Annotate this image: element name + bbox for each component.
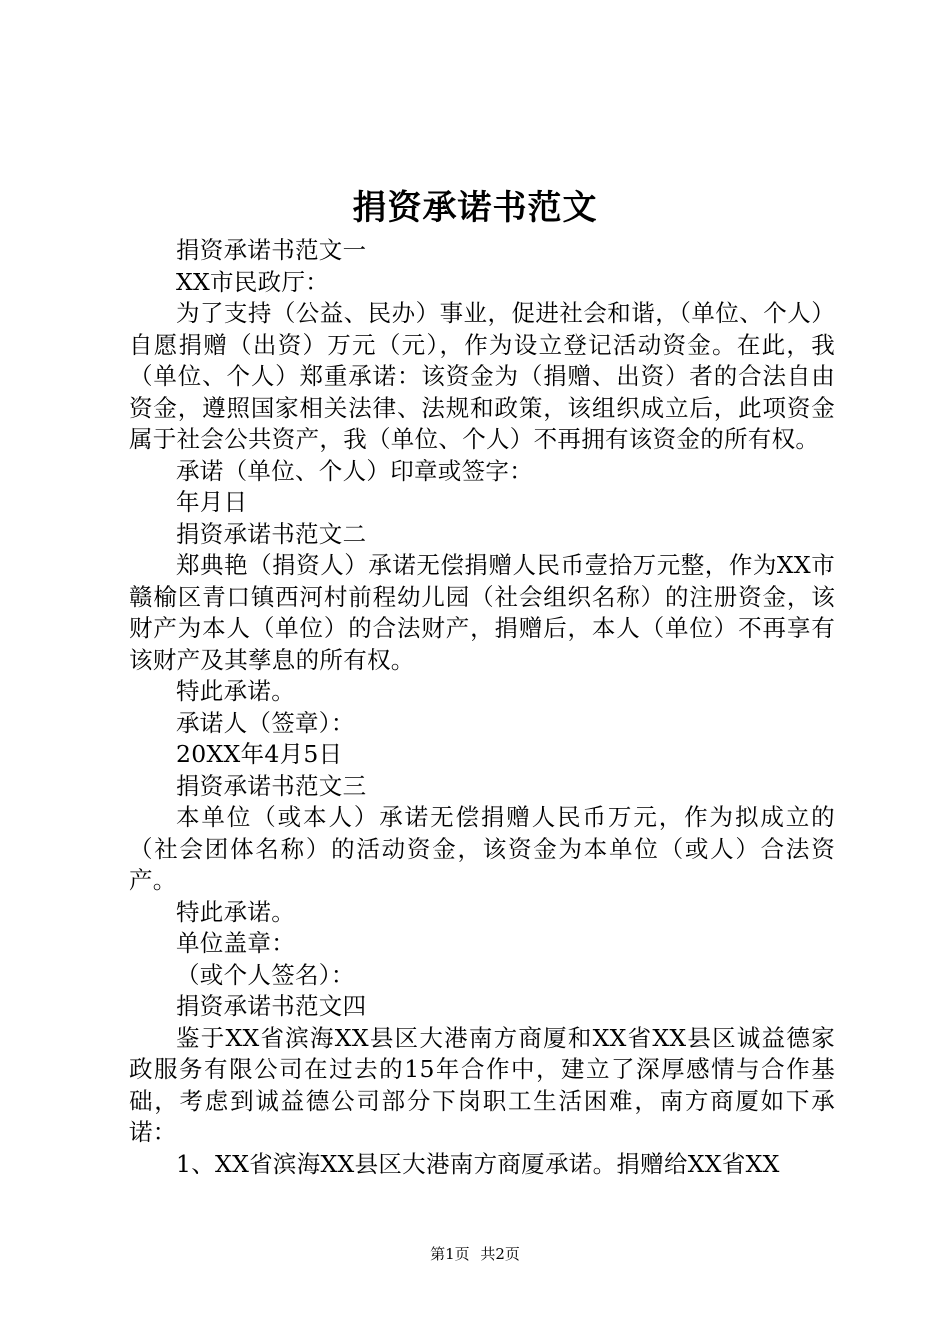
document-body — [129, 235, 835, 1180]
section-heading-3: 捐资承诺书范文三 — [176, 771, 367, 800]
page-number: 第1页 — [430, 1245, 470, 1263]
closing-line: 特此承诺。 — [176, 897, 295, 926]
page-footer — [0, 1244, 950, 1264]
date-line: 20XX年4月5日 — [176, 740, 343, 768]
paragraph: 为了支持（公益、民办）事业，促进社会和谐，（单位、个人）自愿捐赠（出资）万元（元），作为设立登记活动资金。在此，我（单位、个人）郑重承诺：该资金为（捐赠、出资）者的合法自由资金，遵照国家相关法律、法规和政策，该组织成立后，此项资金属于社会公共资产，我（单位、个人）不再拥有该资金的所有权。 — [129, 299, 835, 453]
closing-line: 特此承诺。 — [176, 677, 295, 705]
addressee: XX市民政厅： — [176, 267, 330, 296]
paragraph: 1、XX省滨海XX县区大港南方商厦承诺。捐赠给XX省XX — [176, 1149, 780, 1178]
section-heading-2: 捐资承诺书范文二 — [176, 519, 367, 548]
paragraph: 本单位（或本人）承诺无偿捐赠人民币万元，作为拟成立的（社会团体名称）的活动资金，该资金为本单位（或人）合法资产。 — [129, 803, 835, 894]
date-line: 年月日 — [176, 488, 248, 516]
document-title: 捐资承诺书范文 — [352, 188, 598, 228]
paragraph: 郑典艳（捐资人）承诺无偿捐赠人民币壹拾万元整，作为XX市赣榆区青口镇西河村前程幼儿园（社会组织名称）的注册资金，该财产为本人（单位）的合法财产，捐赠后，本人（单位）不再享有该财产及其孳息的所有权。 — [129, 551, 835, 674]
signature-line: （或个人签名）： — [176, 960, 355, 989]
section-heading-1: 捐资承诺书范文一 — [176, 236, 367, 264]
page-total: 共2页 — [480, 1245, 520, 1263]
paragraph: 鉴于XX省滨海XX县区大港南方商厦和XX省XX县区诚益德家政服务有限公司在过去的15年合作中，建立了深厚感情与合作基础，考虑到诚益德公司部分下岗职工生活困难，南方商厦如下承诺： — [129, 1023, 835, 1146]
signature-line: 承诺（单位、个人）印章或签字： — [176, 456, 533, 485]
signature-line: 承诺人（签章）： — [176, 708, 355, 737]
seal-line: 单位盖章： — [176, 929, 295, 957]
section-heading-4: 捐资承诺书范文四 — [176, 992, 367, 1020]
